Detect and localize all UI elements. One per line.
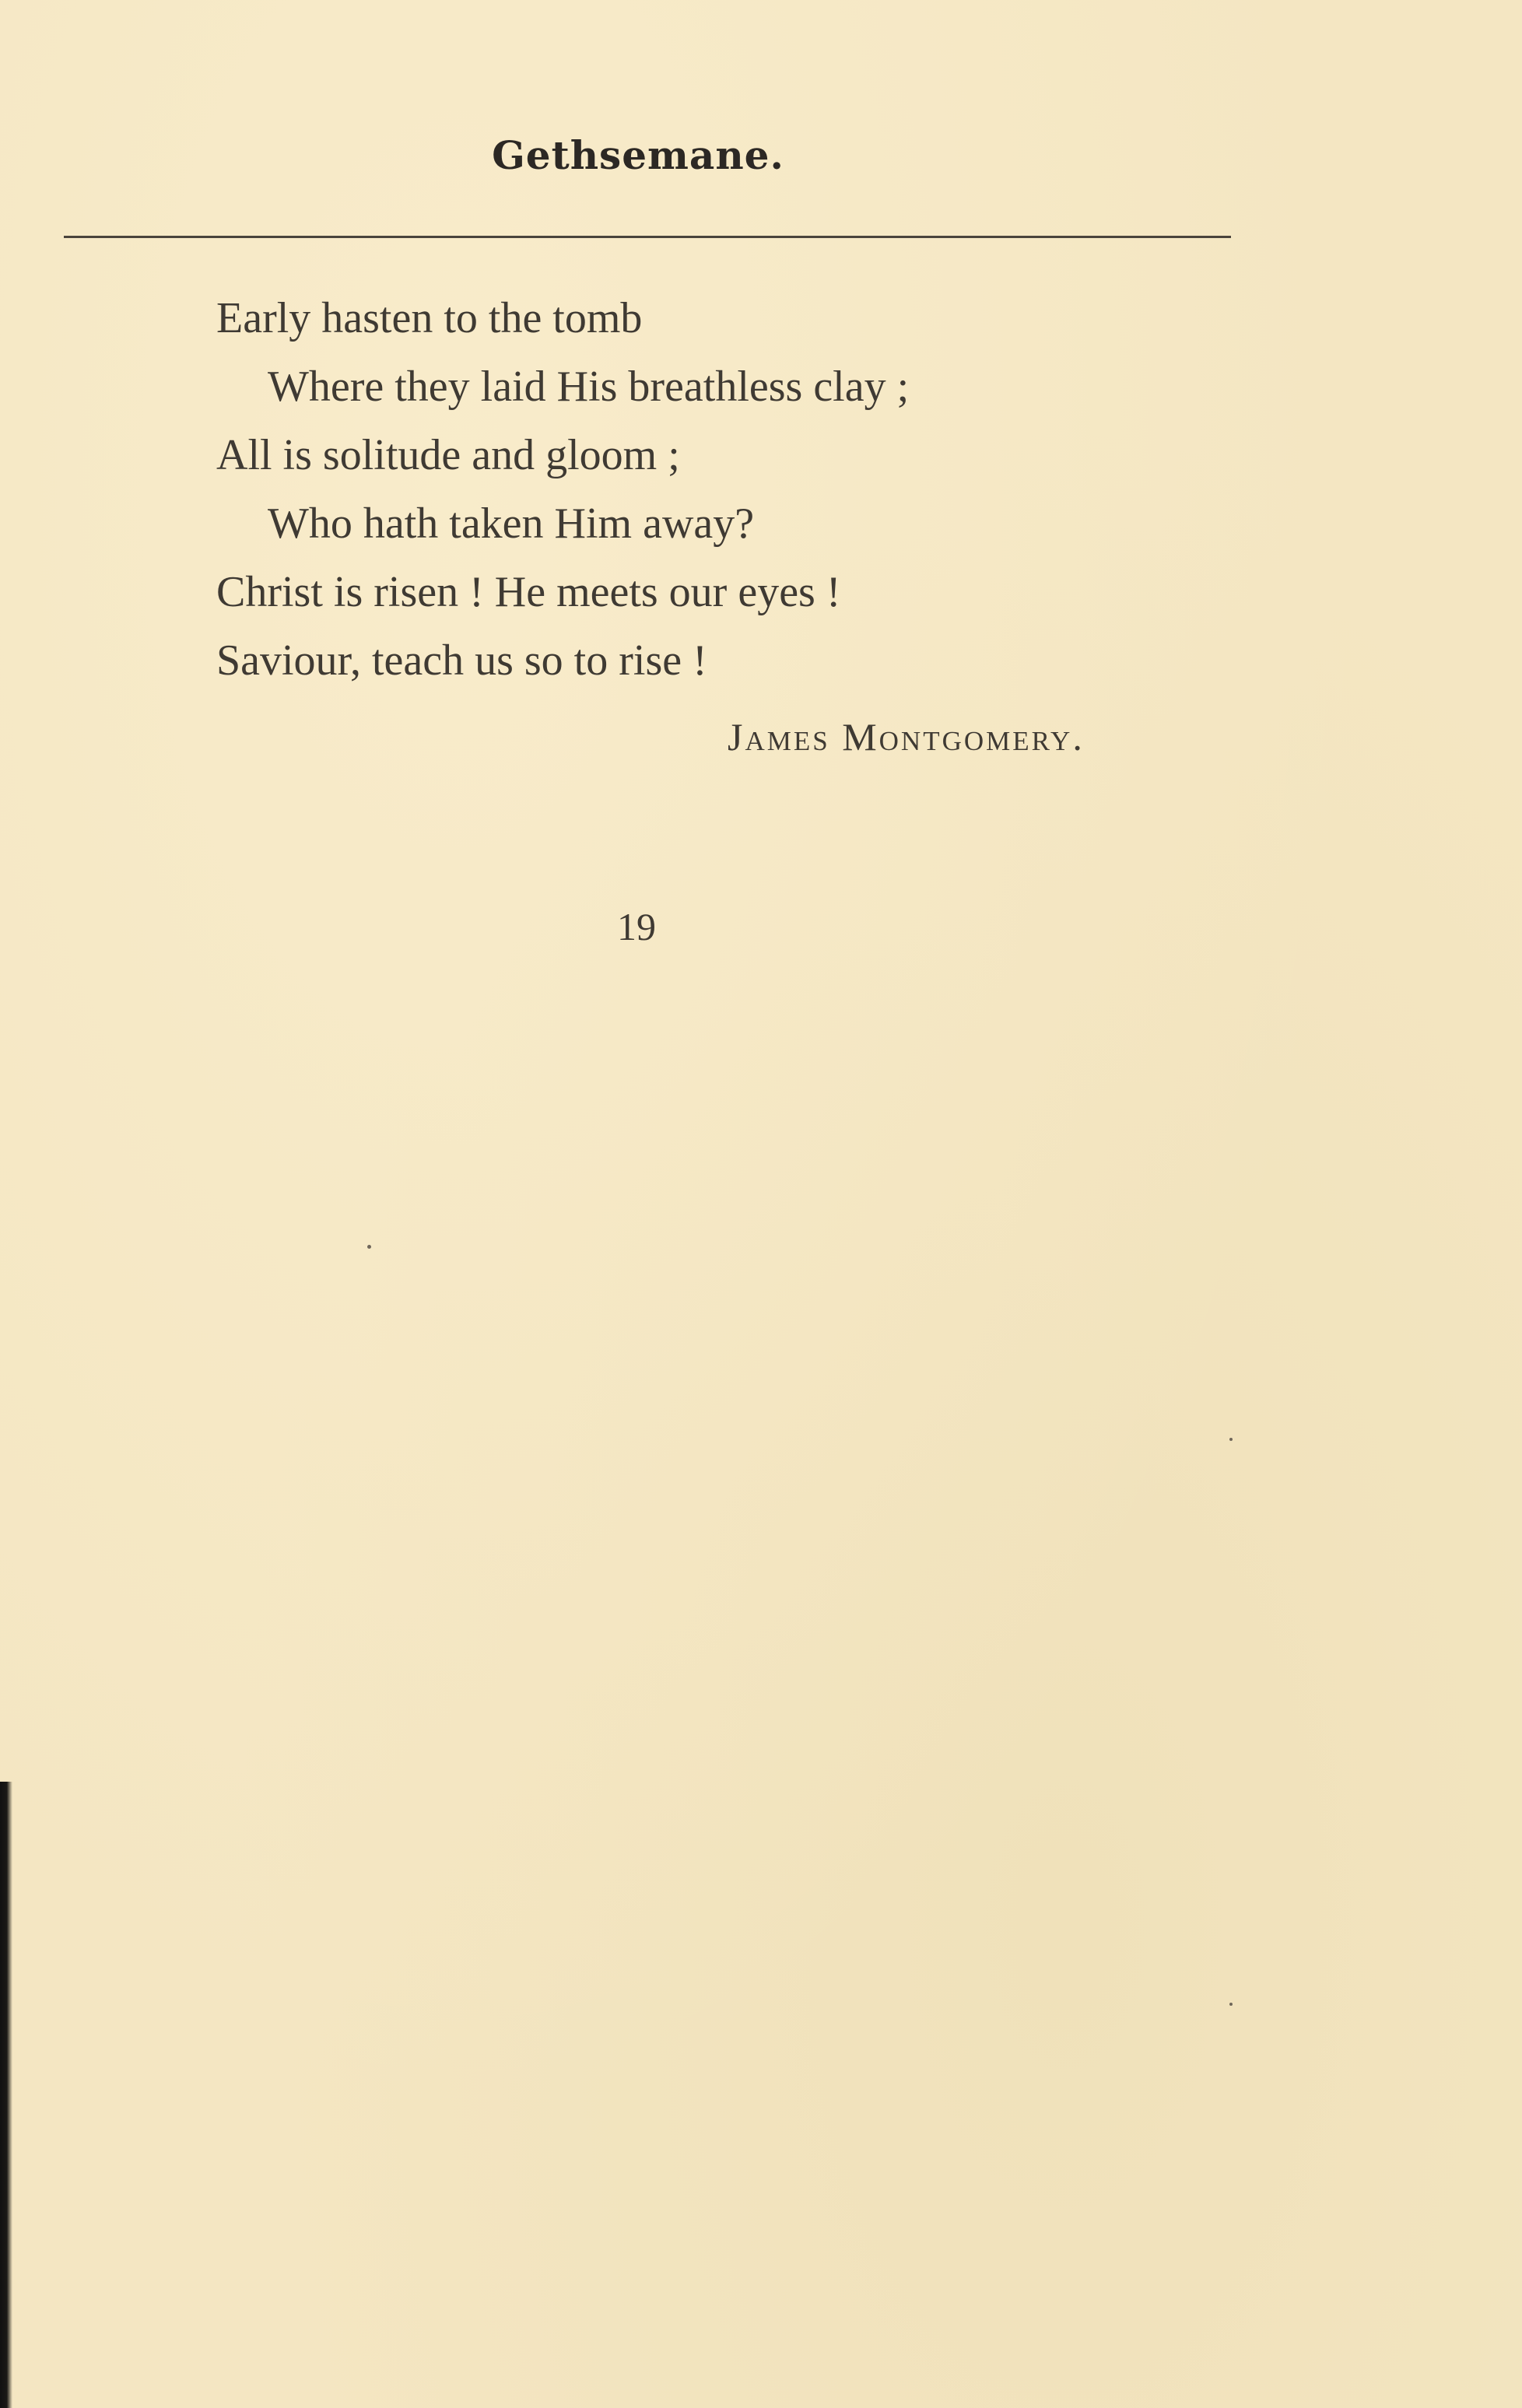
page-edge-shadow bbox=[0, 1782, 12, 2408]
poem-stanza bbox=[216, 284, 1228, 695]
poem-line: Who hath taken Him away? bbox=[268, 499, 755, 548]
author-attribution: James Montgomery. bbox=[728, 715, 1085, 759]
page-number: 19 bbox=[617, 905, 656, 948]
paper-speck bbox=[1229, 2003, 1233, 2006]
poem-line: Christ is risen ! He meets our eyes ! bbox=[216, 568, 841, 616]
paper-speck bbox=[1229, 1438, 1233, 1441]
paper-speck bbox=[367, 1245, 371, 1249]
poem-line: Where they laid His breathless clay ; bbox=[268, 363, 910, 411]
running-head: Gethsemane. bbox=[492, 132, 784, 178]
poem-line: All is solitude and gloom ; bbox=[216, 431, 680, 479]
poem-line: Early hasten to the tomb bbox=[216, 294, 643, 342]
poem-line: Saviour, teach us so to rise ! bbox=[216, 636, 707, 685]
header-rule bbox=[64, 236, 1231, 238]
